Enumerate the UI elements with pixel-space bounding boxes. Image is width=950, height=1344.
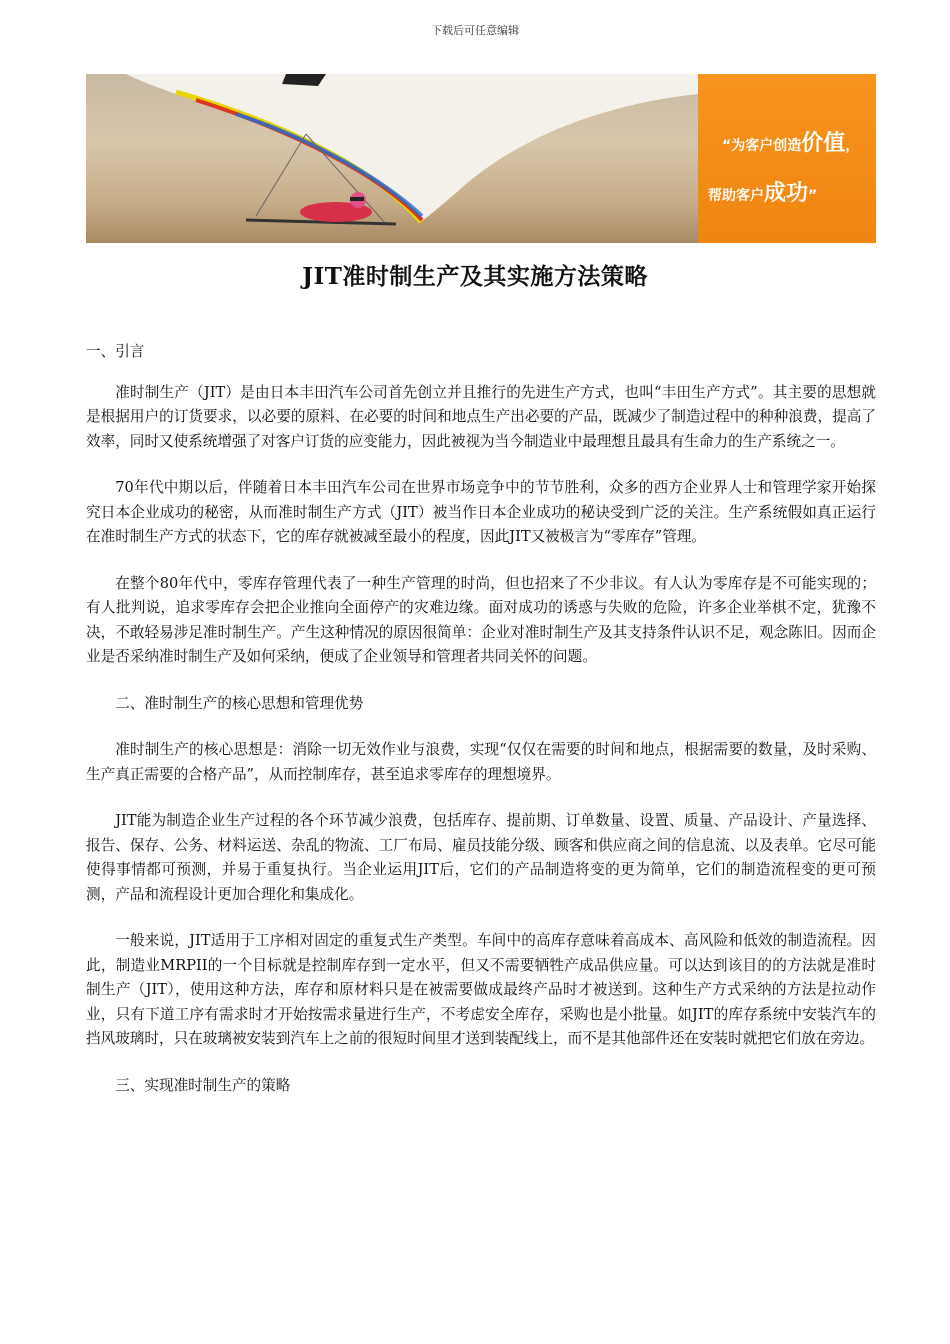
banner-slogan-panel — [698, 74, 876, 243]
document-body — [86, 340, 876, 1120]
paragraph-2: 70年代中期以后，伴随着日本丰田汽车公司在世界市场竞争中的节节胜利，众多的西方企业界人士和管理学家开始探究日本企业成功的秘密，从而准时制生产方式（JIT）被当作日本企业成功的秘诀受到广泛的关注。生产系统假如真正运行在准时制生产方式的状态下，它的库存就被减至最小的程度，因此JIT又被极言为“零库存”管理。 — [86, 479, 876, 545]
slogan-line-1: “为客户创造价值， — [722, 131, 860, 156]
section-heading-core-ideas: 二、准时制生产的核心思想和管理优势 — [115, 694, 364, 712]
paragraph-6: 一般来说，JIT适用于工序相对固定的重复式生产类型。车间中的高库存意味着高成本、高风险和低效的制造流程。因此，制造业MRPII的一个目标就是控制库存到一定水平，但又不需要牺牲产成品供应量。可以达到该目的的方法就是准时制生产（JIT），使用这种方法，库存和原材料只是在被需要做成最终产品时才被送到。这种生产方式采纳的方法是拉动作业，只有下道工序有需求时才开始按需求量进行生产，不考虑安全库存，采购也是小批量。如JIT的库存系统中安装汽车的挡风玻璃时，只在玻璃被安装到汽车上之前的很短时间里才送到装配线上，而不是其他部件还在安装时就把它们放在旁边。 — [86, 932, 876, 1047]
paragraph-5: JIT能为制造企业生产过程的各个环节减少浪费，包括库存、提前期、订单数量、设置、质量、产品设计、产量选择、报告、保存、公务、材料运送、杂乱的物流、工厂布局、雇员技能分级、顾客和供应商之间的信息流、以及表单。它尽可能使得事情都可预测，并易于重复执行。当企业运用JIT后，它们的产品制造将变的更为简单，它们的制造流程变的更可预测，产品和流程设计更加合理化和集成化。 — [86, 812, 876, 903]
paragraph-3: 在整个80年代中，零库存管理代表了一种生产管理的时尚，但也招来了不少非议。有人认为零库存是不可能实现的；有人批判说，追求零库存会把企业推向全面停产的灾难边缘。面对成功的诱惑与失败的危险，许多企业举棋不定，犹豫不决，不敢轻易涉足准时制生产。产生这种情况的原因很简单：企业对准时制生产及其支持条件认识不足，观念陈旧。因而企业是否采纳准时制生产及如何采纳，便成了企业领导和管理者共同关怀的问题。 — [86, 574, 876, 665]
document-title: JIT准时制生产及其实施方法策略 — [302, 263, 648, 290]
paragraph-4: 准时制生产的核心思想是：消除一切无效作业与浪费，实现“仅仅在需要的时间和地点，根据需要的数量，及时采购、生产真正需要的合格产品”，从而控制库存，甚至追求零库存的理想境界。 — [86, 741, 876, 783]
banner-photo-hang-glider — [86, 74, 698, 243]
section-heading-strategies: 三、实现准时制生产的策略 — [115, 1076, 291, 1094]
slogan-line-2: 帮助客户成功” — [708, 181, 818, 206]
page-header-note: 下载后可任意编辑 — [431, 24, 519, 37]
section-heading-introduction: 一、引言 — [86, 343, 145, 360]
banner — [86, 74, 876, 243]
paragraph-1: 准时制生产（JIT）是由日本丰田汽车公司首先创立并且推行的先进生产方式，也叫“丰田生产方式”。其主要的思想就是根据用户的订货要求，以必要的原料、在必要的时间和地点生产出必要的产品，既减少了制造过程中的种种浪费，提高了效率，同时又使系统增强了对客户订货的应变能力，因此被视为当今制造业中最理想且最具有生命力的生产系统之一。 — [86, 383, 876, 450]
